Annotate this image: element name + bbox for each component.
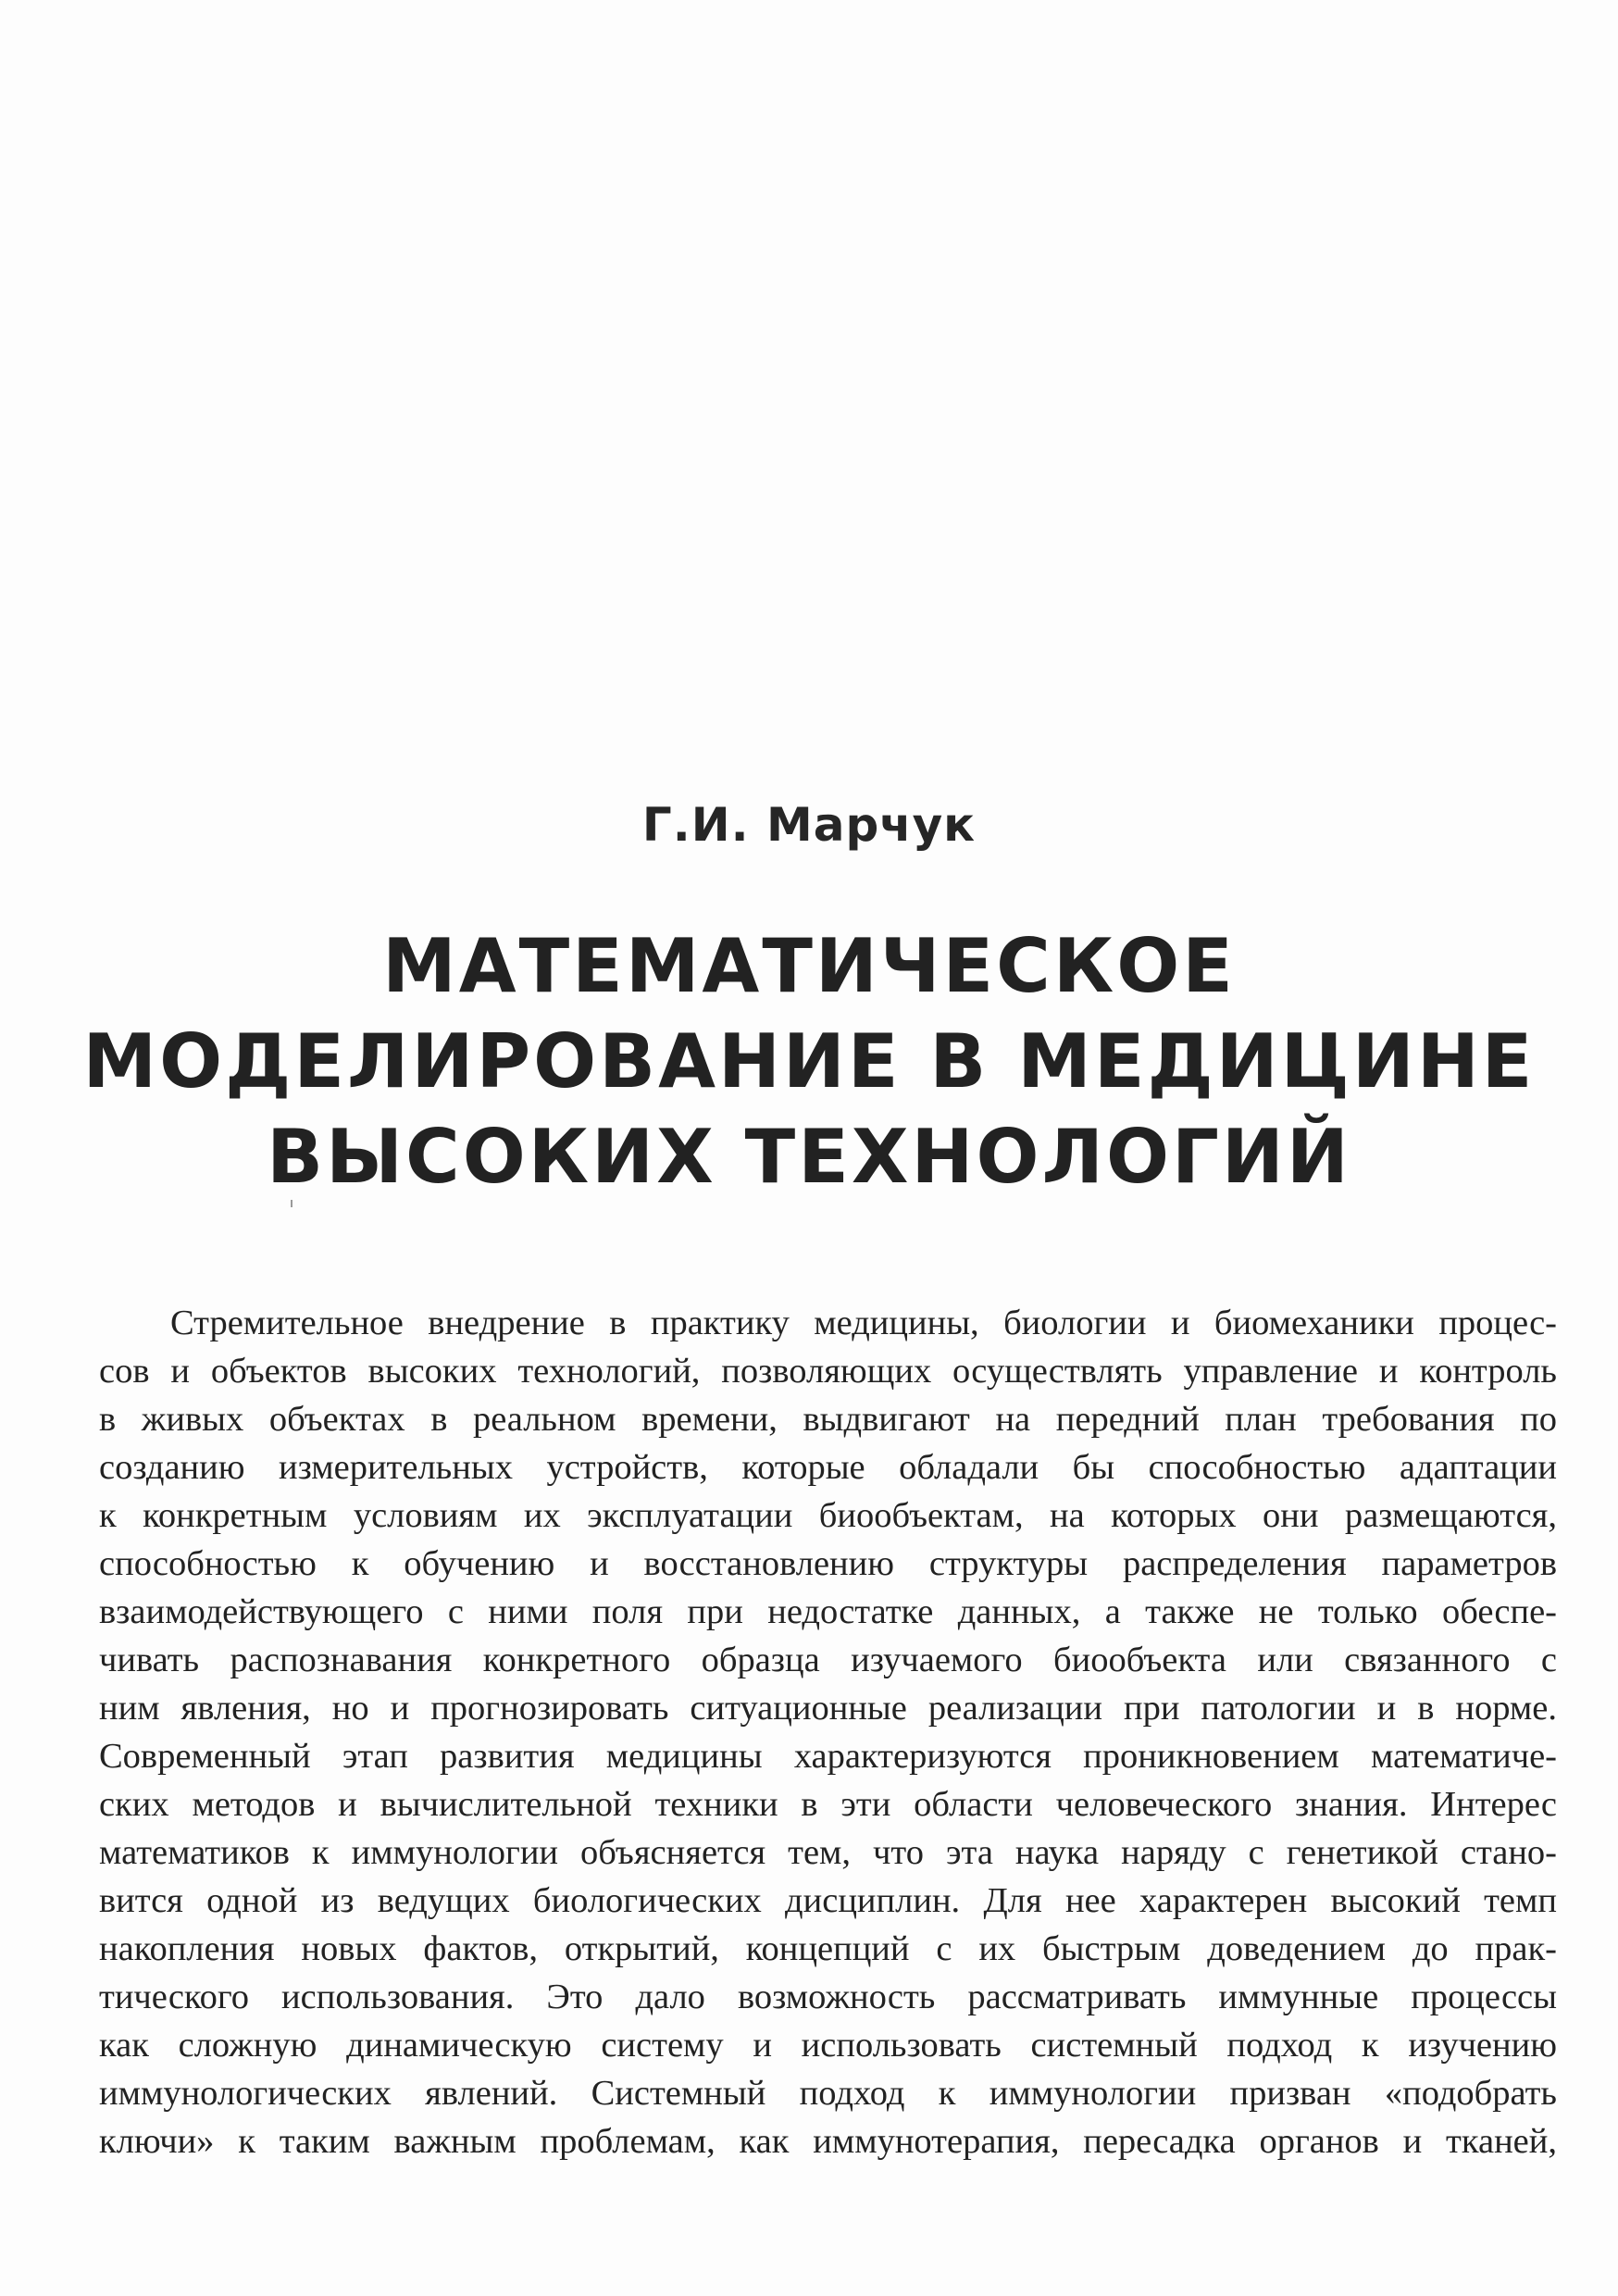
text-line: чивать распознавания конкретного образца изучаемого биообъекта или связанного с [99,1641,1557,1679]
text-line: ских методов и вычислительной техники в эти области человеческого знания. Интерес [99,1785,1557,1824]
text-line: Стремительное внедрение в практику медицины, биологии и биомеханики процес- [170,1304,1557,1342]
text-line: иммунологических явлений. Системный подход к иммунологии призван «подобрать [99,2074,1557,2113]
scan-speck [291,1200,292,1207]
text-line: тического использования. Это дало возможность рассматривать иммунные процессы [99,1978,1557,2016]
article-title [0,918,1618,1204]
text-line: к конкретным условиям их эксплуатации биообъектам, на которых они размещаются, [99,1496,1557,1535]
title-line: МАТЕМАТИЧЕСКОЕ [382,923,1236,1009]
text-line: ним явления, но и прогнозировать ситуационные реализации при патологии и в норме. [99,1689,1557,1728]
text-line: ключи» к таким важным проблемам, как иммунотерапия, пересадка органов и тканей, [99,2122,1557,2161]
text-line: как сложную динамическую систему и использовать системный подход к изучению [99,2026,1557,2065]
text-line: накопления новых фактов, открытий, концепций с их быстрым доведением до прак- [99,1929,1557,1968]
title-line: ВЫСОКИХ ТЕХНОЛОГИЙ [267,1114,1351,1200]
body-paragraph [99,1299,1557,2165]
text-line: вится одной из ведущих биологических дисциплин. Для нее характерен высокий темп [99,1881,1557,1920]
text-line: Современный этап развития медицины характеризуются проникновением математиче- [99,1737,1557,1776]
text-line: математиков к иммунологии объясняется тем, что эта наука наряду с генетикой стано- [99,1833,1557,1872]
text-line: взаимодействующего с ними поля при недостатке данных, а также не только обеспе- [99,1592,1557,1631]
text-line: созданию измерительных устройств, которые обладали бы способностью адаптации [99,1448,1557,1487]
title-line: МОДЕЛИРОВАНИЕ В МЕДИЦИНЕ [82,1018,1536,1104]
text-line: сов и объектов высоких технологий, позволяющих осуществлять управление и контроль [99,1352,1557,1391]
text-line: способностью к обучению и восстановлению структуры распределения параметров [99,1544,1557,1583]
author-name: Г.И. Марчук [641,798,977,852]
text-line: в живых объектах в реальном времени, выдвигают на передний план требования по [99,1400,1557,1439]
